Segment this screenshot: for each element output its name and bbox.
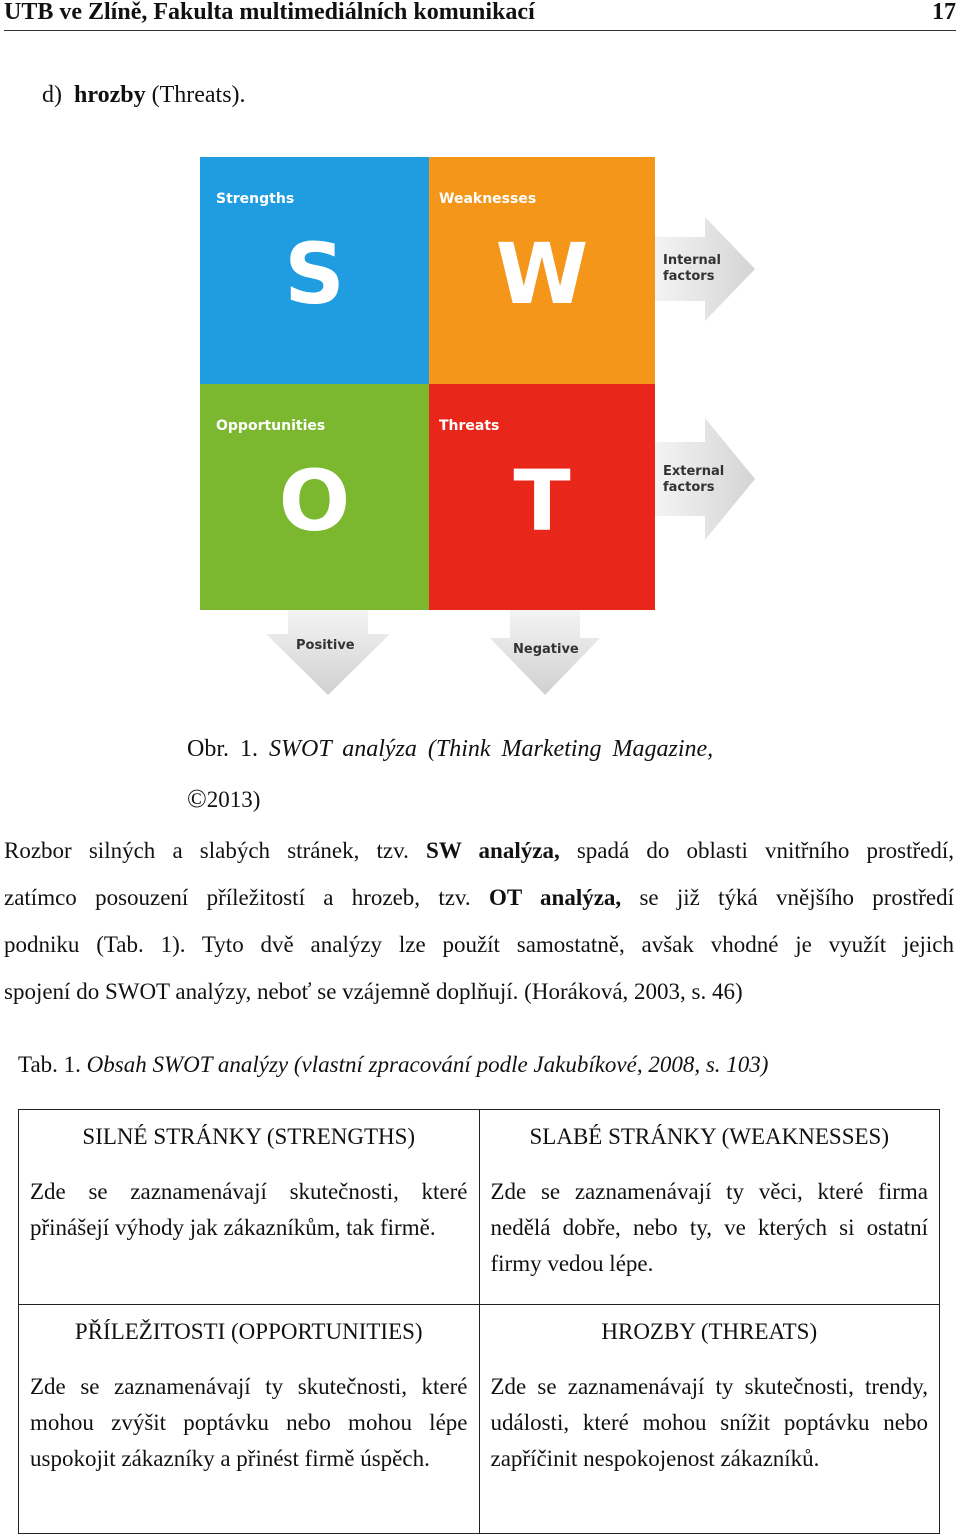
cell-threats (479, 1305, 940, 1534)
quadrant-label: Strengths (216, 191, 295, 207)
figure-caption-line2 (187, 784, 260, 814)
page-number: 17 (932, 0, 956, 25)
swot-table (18, 1109, 940, 1534)
positive-label: Positive (296, 638, 355, 653)
header-title: UTB ve Zlíně, Fakulta multimediálních komunikací (4, 0, 535, 25)
cell-text: Zde se zaznamenávají skutečnosti, které přinášejí výhody jak zákazníkům, tak firmě. (30, 1179, 468, 1240)
table-caption (18, 1052, 768, 1078)
cell-title: PŘÍLEŽITOSTI (OPPORTUNITIES) (74, 1319, 423, 1344)
quadrant-letter: O (278, 452, 351, 550)
quadrant-letter: T (513, 452, 571, 550)
quadrant-opportunities (200, 384, 429, 610)
internal-factors-label (663, 253, 721, 285)
text-run: spadá do oblasti vnitřního prostředí, (559, 838, 954, 863)
table-row (19, 1110, 940, 1305)
quadrant-label: Threats (439, 418, 500, 434)
quadrant-weaknesses (429, 157, 655, 384)
cell-text: Zde se zaznamenávají ty skutečnosti, trendy, události, které mohou snížit poptávku nebo zapříčinit nespokojenost zákazníků. (490, 1374, 928, 1471)
quadrant-strengths (200, 157, 429, 384)
list-item-threats (42, 82, 246, 109)
cell-strengths (19, 1110, 480, 1305)
quadrant-letter: S (284, 225, 345, 323)
list-marker: d) (42, 82, 62, 108)
copyright-symbol: © (187, 784, 207, 813)
page-header (4, 0, 956, 31)
list-item-bold: hrozby (74, 82, 146, 108)
quadrant-label: Weaknesses (439, 191, 537, 207)
text-run: zatímco posouzení příležitostí a hrozeb, tzv. (4, 885, 489, 910)
external-factors-label (663, 464, 724, 496)
cell-title: SLABÉ STRÁNKY (WEAKNESSES) (529, 1124, 889, 1149)
quadrant-letter: W (495, 225, 589, 323)
text-run-bold: SW analýza, (426, 838, 560, 863)
negative-label: Negative (513, 642, 579, 657)
caption-italic: SWOT analýza (Think Marketing Magazine, (269, 736, 714, 762)
text-run: se již týká vnějšího prostředí (621, 885, 954, 910)
table-caption-italic: Obsah SWOT analýzy (vlastní zpracování podle Jakubíkové, 2008, s. 103) (80, 1052, 769, 1077)
arrow-label-line: factors (663, 480, 715, 495)
cell-title: HROZBY (THREATS) (601, 1319, 818, 1344)
text-run-bold: OT analýza, (488, 885, 622, 910)
figure-caption (187, 736, 713, 763)
paragraph-line (4, 874, 954, 921)
cell-weaknesses (479, 1110, 940, 1305)
paragraph-line (4, 827, 954, 874)
text-run: Rozbor silných a slabých stránek, tzv. (4, 838, 427, 863)
list-item-rest: (Threats). (145, 82, 246, 108)
arrow-label-line: External (663, 464, 725, 479)
quadrant-threats (429, 384, 655, 610)
quadrant-label: Opportunities (216, 418, 326, 434)
paragraph-line: podniku (Tab. 1). Tyto dvě analýzy lze použít samostatně, avšak vhodné je využít jejich (4, 932, 954, 957)
cell-title: SILNÉ STRÁNKY (STRENGTHS) (82, 1124, 416, 1149)
caption-year: 2013) (206, 787, 261, 812)
cell-opportunities (19, 1305, 480, 1534)
table-caption-prefix: Tab. 1. (18, 1052, 81, 1077)
cell-text: Zde se zaznamenávají ty věci, které firma nedělá dobře, nebo ty, ve kterých si ostatní firmy vedou lépe. (490, 1179, 928, 1276)
caption-prefix: Obr. 1. (187, 736, 258, 762)
cell-text: Zde se zaznamenávají ty skutečnosti, které mohou zvýšit poptávku nebo mohou lépe uspokojit zákazníky a přinést firmě úspěch. (30, 1374, 468, 1471)
paragraph-line: spojení do SWOT analýzy, neboť se vzájemně doplňují. (Horáková, 2003, s. 46) (4, 979, 743, 1004)
table-row (19, 1305, 940, 1534)
arrow-label-line: factors (663, 269, 715, 284)
arrow-label-line: Internal (663, 253, 722, 268)
